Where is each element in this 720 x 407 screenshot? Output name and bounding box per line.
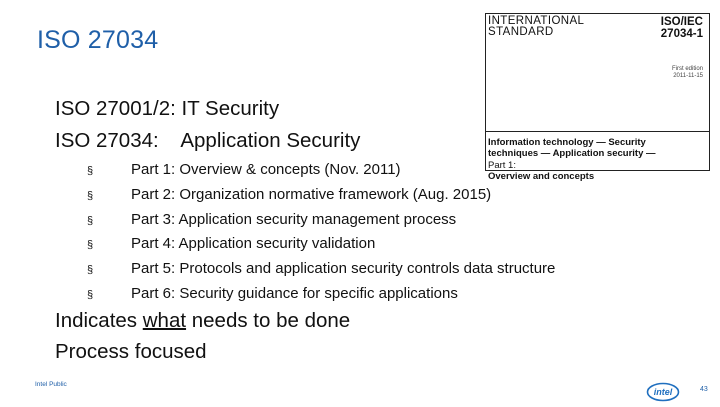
list-item	[87, 282, 555, 307]
bullet-icon: §	[87, 189, 94, 202]
cover-document-id	[661, 16, 703, 40]
part-text: Part 1: Overview & concepts (Nov. 2011)	[131, 161, 401, 178]
part-text: Part 2: Organization normative framework (Aug. 2015)	[131, 185, 492, 203]
cover-divider	[486, 131, 709, 132]
note-what-emphasis: what	[142, 309, 187, 332]
parts-list	[87, 158, 555, 307]
cover-part	[488, 161, 594, 182]
cover-title-line: Information technology — Security	[488, 137, 646, 148]
cover-part-subtitle: Overview and concepts	[488, 170, 595, 182]
part-text: Part 6: Security guidance for specific applications	[131, 284, 458, 302]
classification-label: Intel Public	[35, 381, 67, 388]
cover-content	[486, 14, 709, 182]
intel-logo-text: intel	[653, 387, 673, 397]
list-item	[87, 183, 555, 208]
standard-cover-image	[485, 13, 710, 182]
cover-edition-label: First edition	[671, 66, 703, 72]
note-what	[55, 309, 350, 333]
cover-id-line: ISO/IEC	[660, 16, 703, 28]
list-item	[87, 208, 555, 233]
intel-logo-svg	[646, 380, 680, 402]
cover-intl-line: INTERNATIONAL	[488, 15, 585, 27]
note-what-prefix: Indicates	[55, 309, 143, 332]
note-process: Process focused	[55, 340, 207, 363]
bullet-icon: §	[87, 288, 94, 301]
cover-part-label: Part 1:	[488, 160, 516, 171]
iso-27034-line: ISO 27034: Application Security	[55, 129, 361, 152]
part-text: Part 5: Protocols and application security controls data structure	[131, 260, 556, 278]
part-text: Part 4: Application security validation	[131, 235, 376, 253]
cover-title	[488, 138, 656, 159]
bullet-icon: §	[87, 165, 94, 177]
iso-27001-line: ISO 27001/2: IT Security	[55, 97, 280, 120]
list-item	[87, 257, 555, 282]
page-number: 43	[700, 386, 708, 393]
bullet-icon: §	[87, 214, 94, 227]
part-text: Part 3: Application security management process	[131, 210, 457, 228]
bullet-icon: §	[87, 264, 94, 277]
cover-standard-line: STANDARD	[488, 26, 554, 38]
intel-logo-icon	[646, 380, 680, 402]
list-item	[87, 232, 555, 257]
cover-title-line: techniques — Application security —	[488, 147, 656, 159]
cover-standard-type	[488, 16, 584, 38]
cover-number-line: 27034-1	[660, 28, 703, 40]
cover-edition-date: 2011-11-15	[673, 73, 703, 79]
cover-edition	[672, 66, 703, 80]
note-what-suffix: needs to be done	[186, 309, 351, 332]
slide-title: ISO 27034	[37, 26, 159, 54]
bullet-icon: §	[87, 239, 94, 252]
